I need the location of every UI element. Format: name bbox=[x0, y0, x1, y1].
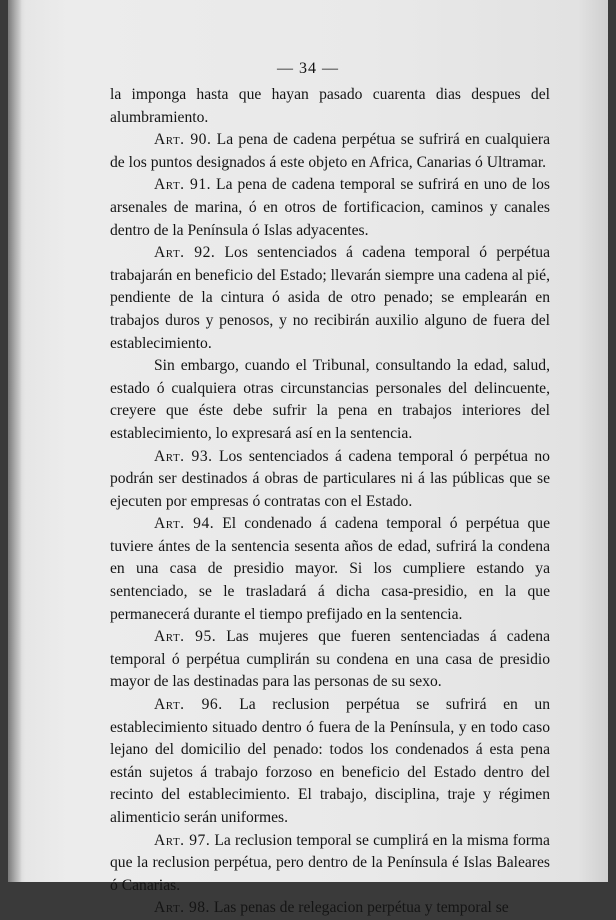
article-text: La reclusion temporal se cumplirá en la misma forma que la reclusion perpétua, pero dentro de la Península é Islas Baleares ó Canarias. bbox=[110, 831, 550, 894]
article-98 bbox=[110, 897, 550, 920]
page-number: — 34 — bbox=[277, 60, 339, 77]
article-label: Art. 98. bbox=[154, 899, 210, 917]
article-95 bbox=[110, 626, 550, 694]
article-text: Los sentenciados á cadena temporal ó perpétua no podrán ser destinados á obras de particulares ni á las públicas que se ejecuten por empresas ó contratas con el Estado. bbox=[110, 447, 550, 510]
article-text: Las penas de relegacion perpétua y temporal se bbox=[213, 899, 509, 917]
article-text: El condenado á cadena temporal ó perpétua que tuviere ántes de la sentencia sesenta años de edad, sufrirá la condena en una casa de presidio mayor. Si los cumpliere estando ya sentenciado, se le trasladará á dicha casa-presidio, en la que permanecerá durante el tiempo prefijado en la sentencia. bbox=[110, 515, 550, 623]
page-gutter-shadow bbox=[8, 0, 22, 882]
article-90 bbox=[110, 129, 550, 174]
article-text: La reclusion perpétua se sufrirá en un establecimiento situado dentro ó fuera de la Península, y en todo caso lejano del domicilio del penado: todos los condenados á esta pena están sujetos á trabajo forzoso en beneficio del Estado dentro del recinto del establecimiento. El trabajo, disciplina, traje y régimen alimenticio serán uniformes. bbox=[110, 696, 550, 826]
article-96 bbox=[110, 694, 550, 830]
article-label: Art. 92. bbox=[154, 244, 216, 262]
article-text: La pena de cadena perpétua se sufrirá en cualquiera de los puntos designados á este objeto en Africa, Canarias ó Ultramar. bbox=[110, 131, 550, 171]
article-text: Los sentenciados á cadena temporal ó perpétua trabajarán en beneficio del Estado; llevarán siempre una cadena al pié, pendiente de la cintura ó asida de otro penado; se emplearán en trabajos duros y penosos, y no recibirán auxilio alguno de fuera del establecimiento. bbox=[110, 244, 551, 352]
paragraph-continuation bbox=[110, 84, 550, 129]
article-label: Art. 94. bbox=[154, 515, 215, 533]
article-label: Art. 95. bbox=[154, 628, 217, 646]
paragraph-text: la imponga hasta que hayan pasado cuarenta dias despues del alumbramiento. bbox=[110, 86, 550, 126]
article-label: Art. 96. bbox=[154, 696, 223, 714]
article-label: Art. 93. bbox=[154, 447, 213, 465]
article-94 bbox=[110, 513, 550, 626]
article-label: Art. 91. bbox=[154, 176, 212, 194]
body-text bbox=[110, 84, 550, 920]
article-97 bbox=[110, 830, 550, 898]
article-91 bbox=[110, 174, 550, 242]
paragraph-sin-embargo bbox=[110, 355, 550, 445]
document-page bbox=[8, 0, 608, 917]
article-93 bbox=[110, 446, 550, 514]
article-label: Art. 90. bbox=[154, 131, 212, 149]
paragraph-text: Sin embargo, cuando el Tribunal, consultando la edad, salud, estado ó cualquiera otras circunstancias personales del delincuente, creyere que éste debe sufrir la pena en trabajos interiores del establecimiento, lo expresará así en la sentencia. bbox=[110, 357, 550, 442]
article-text: La pena de cadena temporal se sufrirá en uno de los arsenales de marina, ó en otros de fortificacion, caminos y canales dentro de la Península ó Islas adyacentes. bbox=[110, 176, 550, 239]
article-text: Las mujeres que fueren sentenciadas á cadena temporal ó perpétua cumplirán su condena en una casa de presidio mayor de las destinadas para las personas de su sexo. bbox=[110, 628, 550, 691]
article-92 bbox=[110, 242, 550, 355]
article-label: Art. 97. bbox=[154, 831, 211, 849]
